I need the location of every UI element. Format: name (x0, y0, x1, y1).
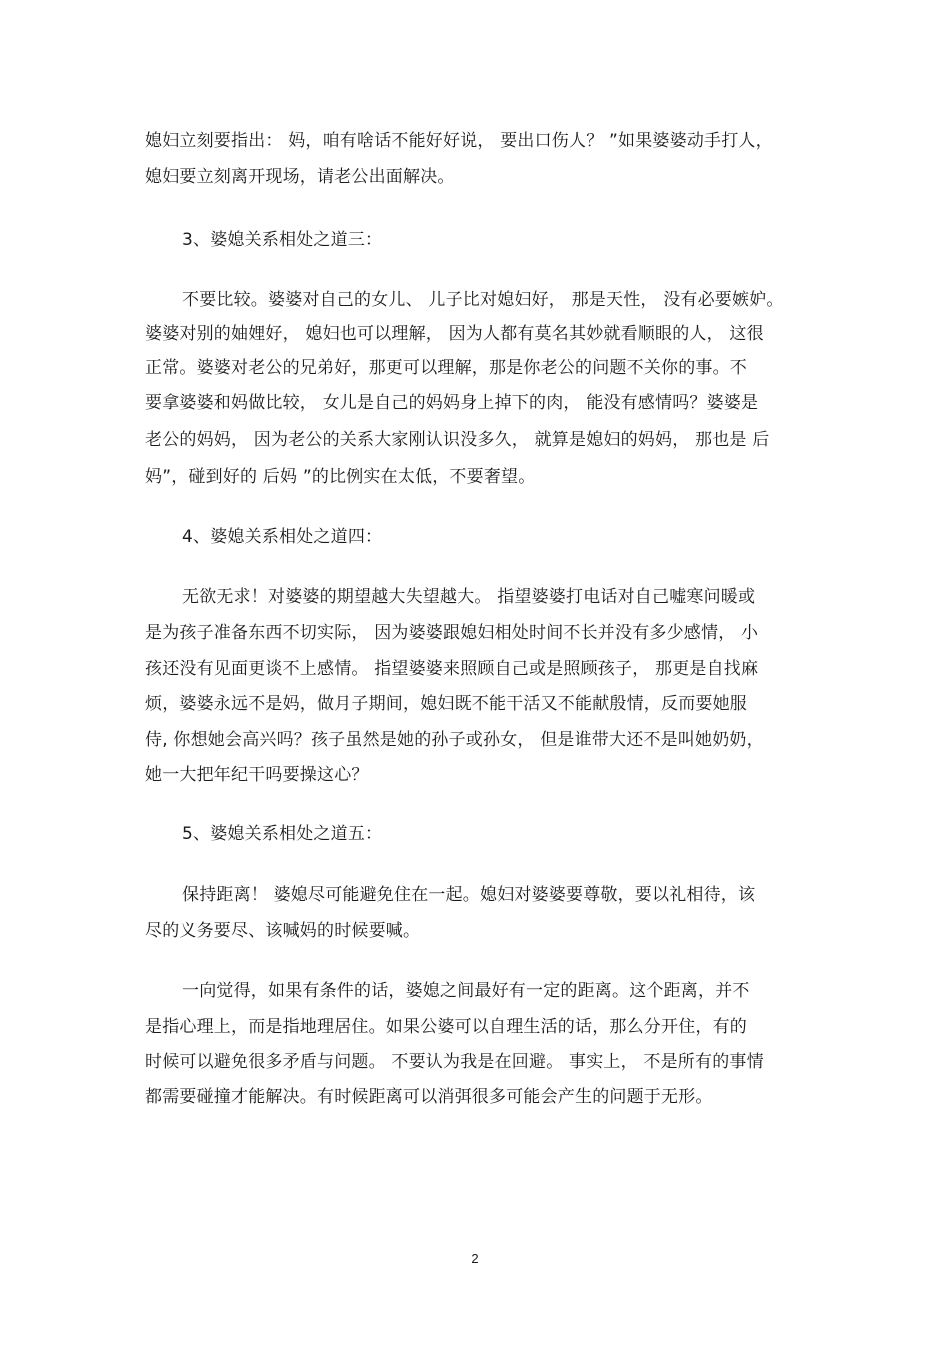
paragraph-line: 媳妇立刻要指出： 妈，咱有啥话不能好好说， 要出口伤人？ ”如果婆婆动手打人， (145, 131, 773, 151)
paragraph-line: 婆婆对别的妯娌好， 媳妇也可以理解， 因为人都有莫名其妙就看顺眼的人， 这很 (145, 324, 764, 344)
paragraph-line: 媳妇要立刻离开现场，请老公出面解决。 (145, 167, 455, 187)
paragraph-line: 正常。婆婆对老公的兄弟好，那更可以理解，那是你老公的问题不关你的事。不 (145, 358, 747, 378)
paragraph-line: 是为孩子准备东西不切实际， 因为婆婆跟媳妇相处时间不长并没有多少感情， 小 (145, 623, 759, 643)
paragraph-line: 她一大把年纪干吗要操这心？ (145, 765, 369, 785)
paragraph-line: 是指心理上，而是指地理居住。如果公婆可以自理生活的话，那么分开住，有的 (145, 1017, 747, 1037)
paragraph-line: 侍, 你想她会高兴吗？孩子虽然是她的孙子或孙女， 但是谁带大还不是叫她奶奶， (145, 730, 764, 750)
section-heading: 4、婆媳关系相处之道四： (182, 527, 383, 547)
paragraph-line: 孩还没有见面更谈不上感情。 指望婆婆来照顾自己或是照顾孩子， 那更是自找麻 (145, 659, 759, 679)
paragraph-line: 老公的妈妈， 因为老公的关系大家刚认识没多久， 就算是媳妇的妈妈， 那也是 后 (145, 430, 770, 450)
section-heading: 5、婆媳关系相处之道五： (182, 824, 383, 844)
paragraph-line: 一向觉得，如果有条件的话，婆媳之间最好有一定的距离。这个距离，并不 (182, 981, 750, 1001)
page-number: 2 (471, 1251, 479, 1266)
paragraph-line: 尽的义务要尽、该喊妈的时候要喊。 (145, 921, 421, 941)
paragraph-line: 保持距离！ 婆媳尽可能避免住在一起。媳妇对婆婆要尊敬，要以礼相待，该 (182, 885, 756, 905)
paragraph-line: 都需要碰撞才能解决。有时候距离可以消弭很多可能会产生的问题于无形。 (145, 1087, 713, 1107)
paragraph-line: 不要比较。婆婆对自己的女儿、 儿子比对媳妇好， 那是天性， 没有必要嫉妒。 (182, 290, 784, 310)
paragraph-line: 妈”，碰到好的 后妈 ”的比例实在太低，不要奢望。 (145, 467, 536, 487)
paragraph-line: 要拿婆婆和妈做比较， 女儿是自己的妈妈身上掉下的肉， 能没有感情吗？婆婆是 (145, 393, 759, 413)
section-heading: 3、婆媳关系相处之道三： (182, 230, 383, 250)
paragraph-line: 烦，婆婆永远不是妈，做月子期间，媳妇既不能干活又不能献殷情，反而要她服 (145, 694, 747, 714)
paragraph-line: 时候可以避免很多矛盾与问题。 不要认为我是在回避。 事实上， 不是所有的事情 (145, 1052, 764, 1072)
paragraph-line: 无欲无求！对婆婆的期望越大失望越大。 指望婆婆打电话对自己嘘寒问暖或 (182, 587, 756, 607)
